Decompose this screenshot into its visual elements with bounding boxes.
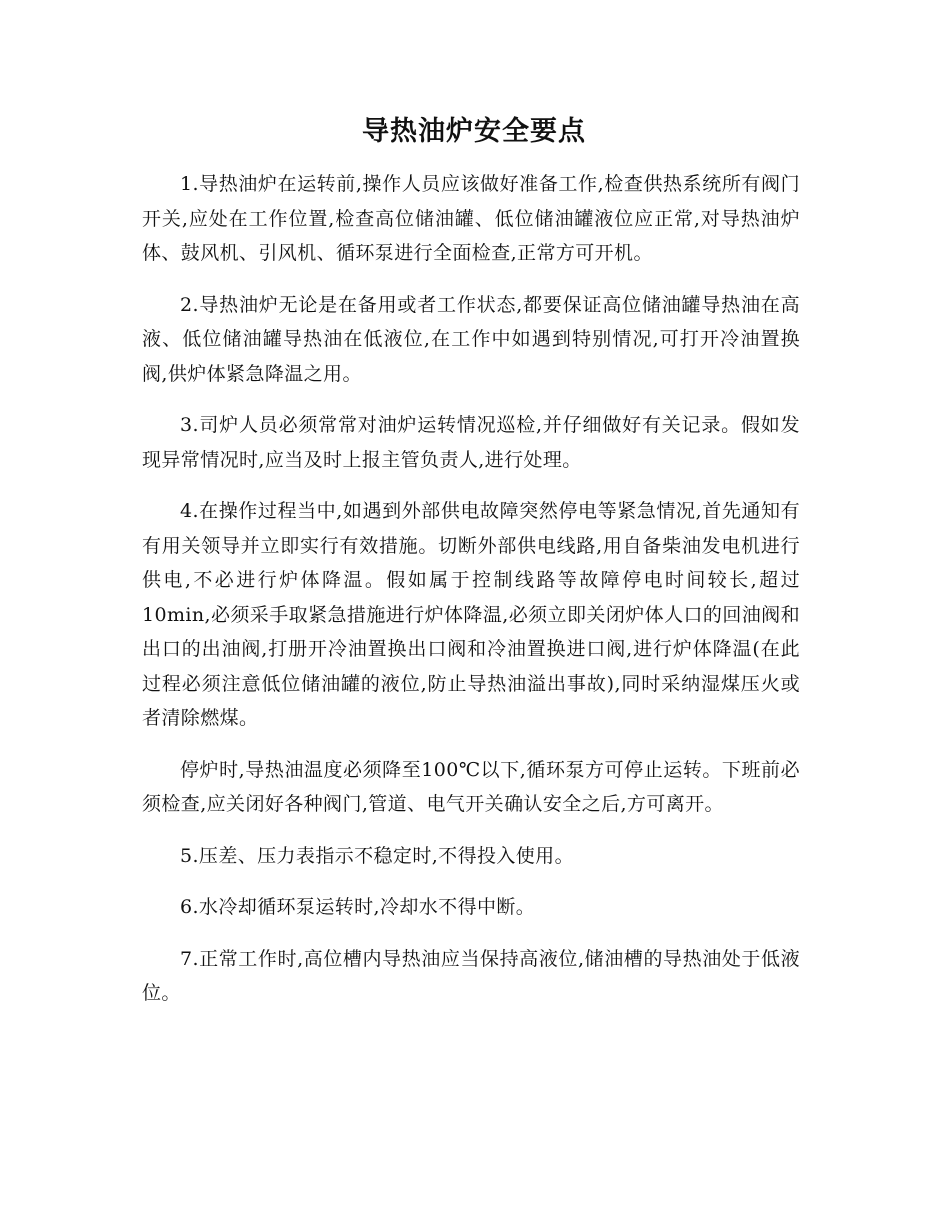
paragraph-item-2: 2.导热油炉无论是在备用或者工作状态,都要保证高位储油罐导热油在高液、低位储油罐导热油在低液位,在工作中如遇到特别情况,可打开冷油置换阀,供炉体紧急降温之用。	[142, 293, 800, 385]
paragraph-item-4: 4.在操作过程当中,如遇到外部供电故障突然停电等紧急情况,首先通知有有用关领导并立即实行有效措施。切断外部供电线路,用自备柴油发电机进行供电,不必进行炉体降温。假如属于控制线路等故障停电时间较长,超过10min,必须采手取紧急措施进行炉体降温,必须立即关闭炉体人口的回油阀和出口的出油阀,打册开冷油置换出口阀和冷油置换进口阀,进行炉体降温(在此过程必须注意低位储油罐的液位,防止导热油溢出事故),同时采纳湿煤压火或者清除燃煤。	[142, 500, 800, 729]
paragraph-shutdown: 停炉时,导热油温度必须降至100℃以下,循环泵方可停止运转。下班前必须检查,应关闭好各种阀门,管道、电气开关确认安全之后,方可离开。	[142, 758, 800, 815]
paragraph-item-1: 1.导热油炉在运转前,操作人员应该做好准备工作,检查供热系统所有阀门开关,应处在工作位置,检查高位储油罐、低位储油罐液位应正常,对导热油炉体、鼓风机、引风机、循环泵进行全面检查,正常方可开机。	[142, 173, 800, 264]
paragraph-item-6: 6.水冷却循环泵运转时,冷却水不得中断。	[180, 896, 536, 918]
paragraph-item-3: 3.司炉人员必须常常对油炉运转情况巡检,并仔细做好有关记录。假如发现异常情况时,应当及时上报主管负责人,进行处理。	[142, 414, 800, 471]
document-body	[142, 167, 800, 1011]
paragraph-item-7: 7.正常工作时,高位槽内导热油应当保持高液位,储油槽的导热油处于低液位。	[142, 947, 800, 1004]
paragraph-item-5: 5.压差、压力表指示不稳定时,不得投入使用。	[180, 844, 574, 867]
document-title: 导热油炉安全要点	[362, 116, 586, 147]
